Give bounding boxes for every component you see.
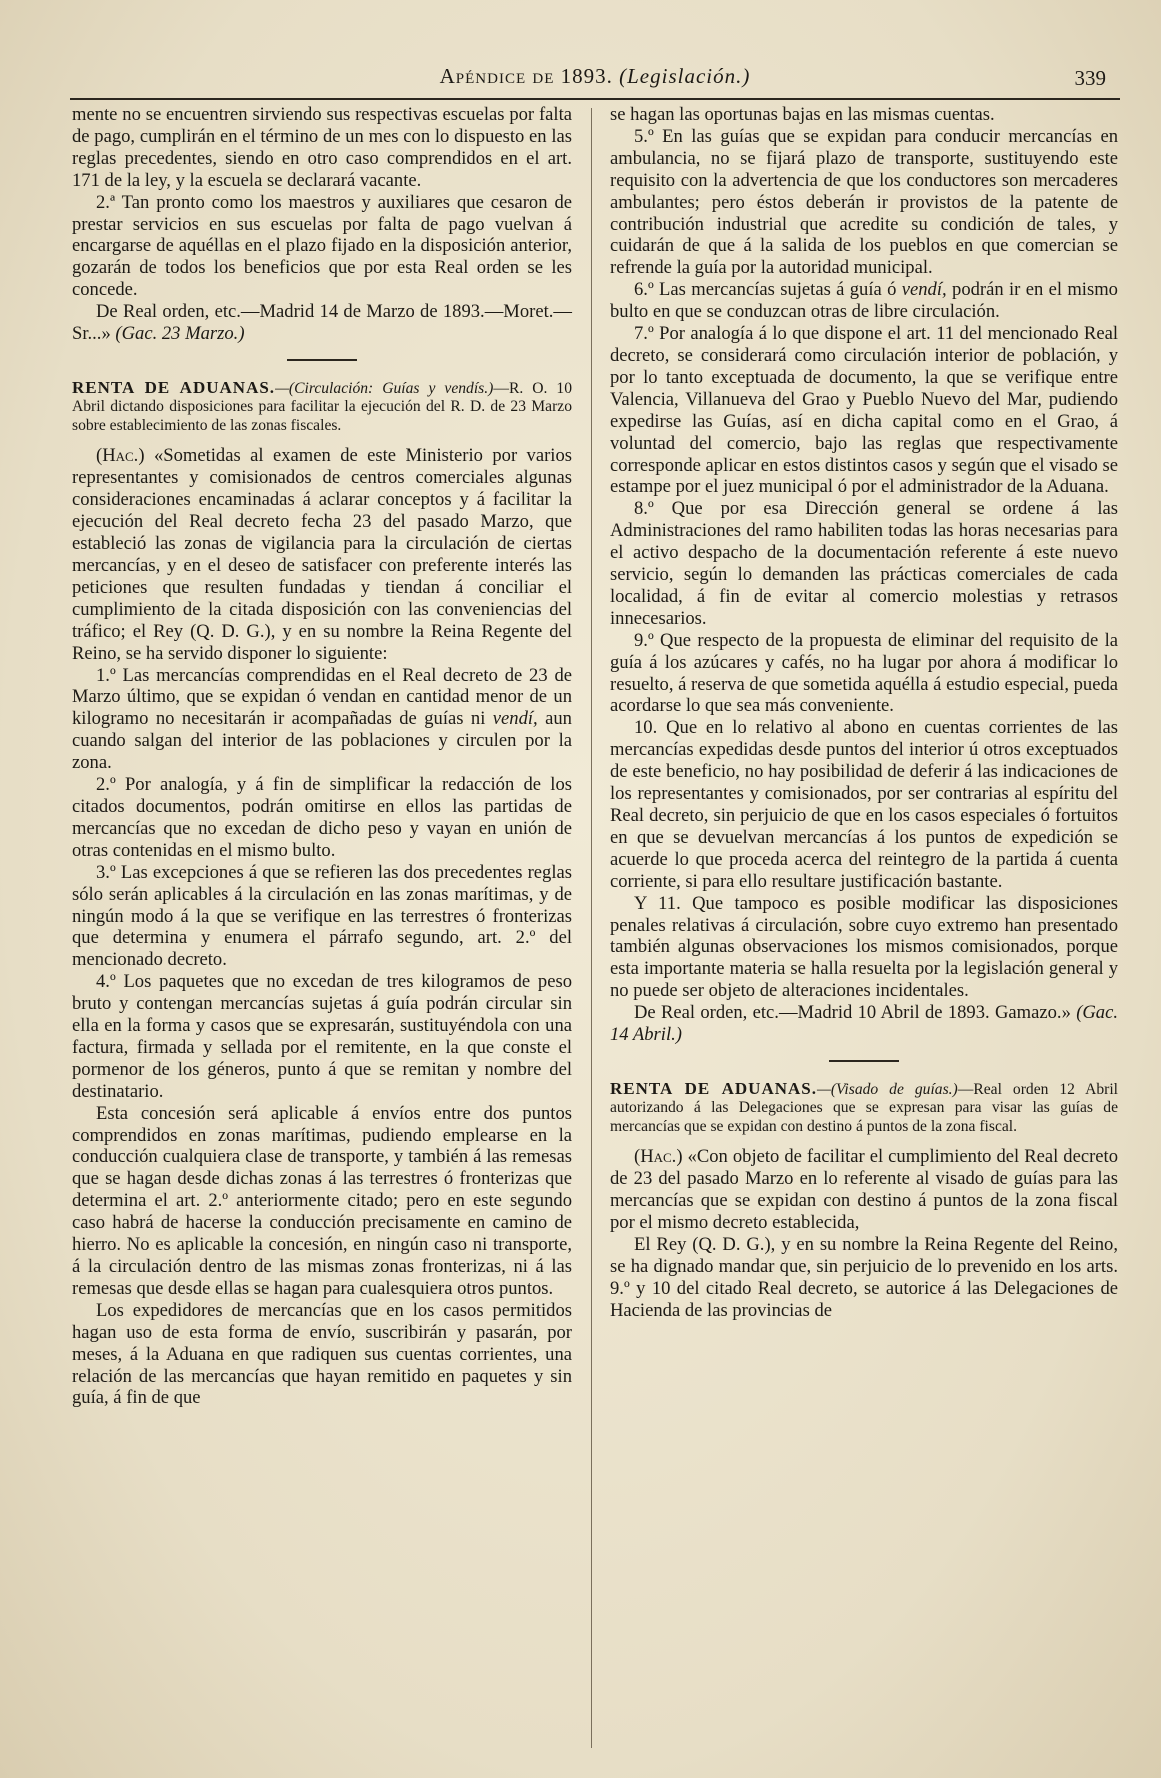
- paragraph-text: 1.º Las mercancías comprendidas en el Real decreto de 23 de Marzo último, que se expidan ó vendan en cantidad menor de un kilogramo no necesitarán ir acompañadas de guías ni: [72, 664, 572, 730]
- heading-summary: —R. O. 10 Abril dictando disposiciones para facilitar la ejecución del R. D. de 23 Marzo sobre establecimiento de las zonas fiscales.: [72, 379, 572, 434]
- page-number: 339: [1074, 66, 1106, 90]
- paragraph: Y 11. Que tampoco es posible modificar las disposiciones penales relativas á circulación, sobre cuyo extremo han presentado también algunas observaciones los mismos comisionados, porque esta importante materia se halla resuelta por la legislación general y no puede ser objeto de alteraciones incidentales.: [610, 892, 1118, 1002]
- paragraph: 4.º Los paquetes que no excedan de tres kilogramos de peso bruto y contengan mercancías sujetas á guía podrán circular sin ella en la forma y casos que se expresarán, sustituyéndola con una factura, firmada y sellada por el remitente, en la que conste el pormenor de los géneros, punto á que se remitan y nombre del destinatario.: [72, 971, 572, 1102]
- paragraph: Esta concesión será aplicable á envíos entre dos puntos comprendidos en zonas marítimas, pudiendo emplearse en la conducción cualquiera clase de transporte, y también á las remesas que se hagan desde dichas zonas á las terrestres ó fronterizas que determina el art. 2.º anteriormente citado; pero en este segundo caso habrá de hacerse la conducción precisamente en camino de hierro. No es aplicable la concesión, en ningún caso ni transporte, á la circulación dentro de las mismas zonas fronterizas, ni á las remesas que desde ellas se hagan para cualesquiera otros puntos.: [72, 1102, 572, 1299]
- running-header: [70, 64, 1120, 98]
- paragraph-text: aun cuando salgan del interior de las poblaciones y circulen por la zona.: [72, 708, 572, 774]
- paragraph: 10. Que en lo relativo al abono en cuentas corrientes de las mercancías expedidas desde puntos del interior ú otros exceptuados de este beneficio, no hay posibilidad de deferir á las indicaciones de los representantes y comisionados, por ser contrarias al espíritu del Real decreto, sin perjuicio de que en los casos especiales ó fortuitos en que se devuelvan mercancías á los puntos de expedición se acuerde lo que proceda acerca del reintegro de la partida á cuenta corriente, si para ello resultare justificación bastante.: [610, 717, 1118, 892]
- left-column: [72, 104, 572, 1409]
- section-heading: [72, 379, 572, 436]
- paragraph: [72, 445, 572, 664]
- gazette-reference: (Gac. 14 Abril.): [610, 1002, 1119, 1046]
- paragraph: se hagan las oportunas bajas en las mismas cuentas.: [610, 104, 995, 125]
- paragraph: 5.º En las guías que se expidan para conducir mercancías en ambulancia, no se fijará plazo de transporte, sustituyendo este requisito con la advertencia de que los conductores son mercaderes ambulantes; pero éstos deberán ir provistos de la patente de contribución industrial que acredite su condición de tales, y cuidarán de que á la salida de los pueblos en que comercian se refrende la guía por la autoridad municipal.: [610, 125, 1118, 279]
- heading-title: RENTA DE ADUANAS.: [72, 377, 276, 397]
- heading-summary: —Real orden 12 Abril autorizando á las Delegaciones que se expresan para visar las guías de mercancías que se expidan con destino á puntos de la zona fiscal.: [610, 1080, 1118, 1135]
- section-divider: [287, 359, 357, 361]
- ministry-tag: (Hac.): [96, 445, 145, 467]
- italic-term: vendí,: [901, 279, 947, 301]
- closing-text: De Real orden, etc.—Madrid 10 Abril de 1893. Gamazo.»: [634, 1002, 1071, 1024]
- section-heading: [610, 1080, 1118, 1137]
- paragraph: 2.º Por analogía, y á fin de simplificar la redacción de los citados documentos, podrán omitirse en ellos las partidas de mercancías que no excedan de dicho peso y vayan en unión de otras contenidas en el mismo bulto.: [72, 774, 572, 861]
- paragraph-text: podrán ir en el mismo bulto en que se conduzcan otras de libre circulación.: [610, 279, 1118, 323]
- gazette-reference: (Gac. 23 Marzo.): [115, 323, 245, 345]
- running-head-section: (Legislación.): [619, 64, 751, 88]
- paragraph: Los expedidores de mercancías que en los casos permitidos hagan uso de esta forma de envío, suscribirán y pasarán, por meses, á la Aduana en que radiquen sus cuentas corrientes, una relación de las mercancías que hayan remitido en paquetes y sin guía, á fin de que: [72, 1299, 572, 1409]
- paragraph: 2.ª Tan pronto como los maestros y auxiliares que cesaron de prestar servicios en sus escuelas por falta de pago vuelvan á encargarse de aquéllas en el plazo fijado en la disposición anterior, gozarán de todos los beneficios que por esta Real orden se les concede.: [72, 191, 572, 301]
- heading-title: RENTA DE ADUANAS.: [610, 1078, 817, 1098]
- paragraph-text: 6.º Las mercancías sujetas á guía ó: [634, 279, 897, 301]
- paragraph: [610, 1146, 1118, 1234]
- paragraph: [72, 301, 572, 345]
- paragraph: 3.º Las excepciones á que se refieren las dos precedentes reglas sólo serán aplicables á la circulación en las zonas marítimas, y de ningún modo á la que se verifique en las terrestres ó fronterizas que determina y enumera el párrafo segundo, art. 2.º del mencionado decreto.: [72, 861, 572, 971]
- paragraph: [610, 1002, 1118, 1046]
- paragraph: 9.º Que respecto de la propuesta de eliminar del requisito de la guía á los azúcares y cafés, no ha lugar por ahora á modificar lo resuelto, á reserva de que sometida aquélla á estudio especial, pueda acordarse lo que sea más conveniente.: [610, 629, 1119, 717]
- header-rule: [70, 98, 1120, 100]
- paragraph: 7.º Por analogía á lo que dispone el art. 11 del mencionado Real decreto, se considerará como circulación interior de población, y por lo tanto exceptuada de documento, la que se verifique entre Valencia, Villanueva del Grao y Pueblo Nuevo del Mar, pudiendo expedirse las Guías, así en dicha capital como en el Grao, á voluntad del comercio, bajo las reglas que respectivamente corresponde aplicar en estos distintos casos y según que el visado se estampe por el juez municipal ó por el administrador de la Aduana.: [610, 323, 1118, 498]
- paragraph: El Rey (Q. D. G.), y en su nombre la Reina Regente del Reino, se ha dignado mandar que, sin perjuicio de lo prevenido en los arts. 9.º y 10 del citado Real decreto, se autorice á las Delegaciones de Hacienda de las provincias de: [610, 1234, 1118, 1321]
- column-rule: [591, 108, 592, 1748]
- running-head-title: Apéndice de 1893.: [439, 64, 613, 88]
- paragraph: [72, 665, 572, 775]
- paragraph-text: «Con objeto de facilitar el cumplimiento del Real decreto de 23 del pasado Marzo en lo referente al visado de guías para las mercancías que se expidan con destino á puntos de la zona fiscal por el mismo decreto establecida,: [610, 1146, 1118, 1234]
- paragraph: 8.º Que por esa Dirección general se ordene á las Administraciones del ramo habiliten todas las horas necesarias para el activo despacho de la documentación referente á este nuevo servicio, según lo demanden las prácticas comerciales de cada localidad, á fin de evitar al comercio molestias y retrasos innecesarios.: [610, 498, 1118, 629]
- running-head: [70, 64, 1120, 89]
- italic-term: vendí,: [492, 708, 538, 730]
- paragraph-text: «Sometidas al examen de este Ministerio por varios representantes y comisionados de centros comerciales algunas consideraciones encaminadas á aclarar conceptos y á facilitar la ejecución del Real decreto fecha 23 del pasado Marzo, que estableció las zonas de vigilancia para la circulación de ciertas mercancías, y en el deseo de satisfacer con preferente interés las peticiones que resulten fundadas y tiendan á conciliar el cumplimiento de la citada disposición con las conveniencias del tráfico; el Rey (Q. D. G.), y en su nombre la Reina Regente del Reino, se ha servido disponer lo siguiente:: [72, 445, 572, 664]
- heading-subtitle: —(Visado de guías.): [817, 1080, 958, 1098]
- heading-subtitle: —(Circulación: Guías y vendís.): [275, 379, 494, 397]
- paragraph: [610, 279, 1118, 323]
- ministry-tag: (Hac.): [634, 1146, 683, 1168]
- paragraph: mente no se encuentren sirviendo sus respectivas escuelas por falta de pago, cumplirán en el término de un mes con lo dispuesto en las reglas precedentes, siendo en otro caso comprendidos en el art. 171 de la ley, y la escuela se declarará vacante.: [72, 104, 572, 191]
- right-column: [610, 104, 1118, 1322]
- section-divider: [829, 1060, 899, 1062]
- closing-text: De Real orden, etc.—Madrid 14 de Marzo de 1893.—Moret.—Sr...»: [72, 301, 572, 345]
